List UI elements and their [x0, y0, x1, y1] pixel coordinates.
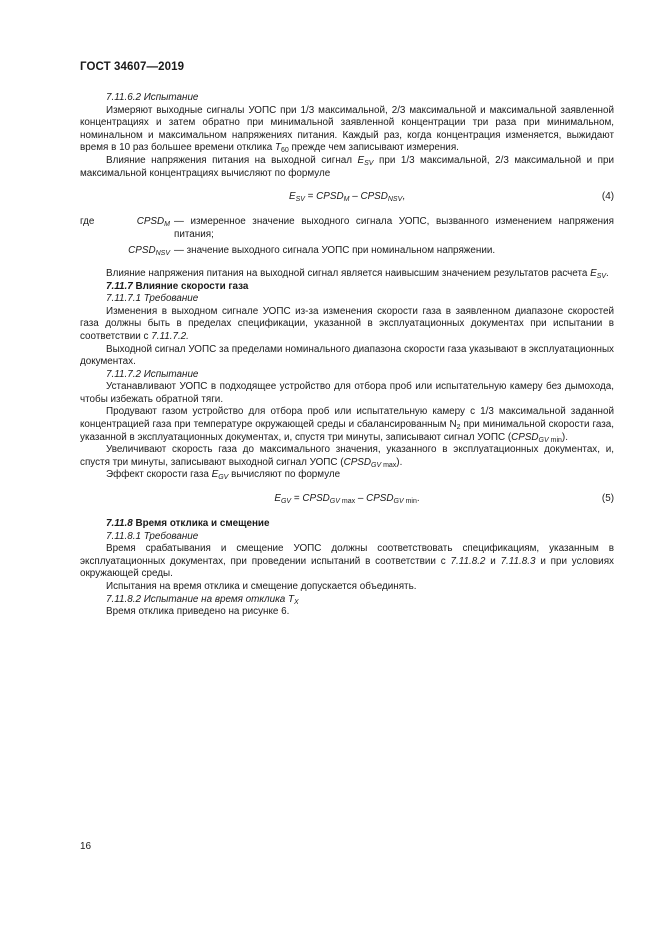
- paragraph: Влияние напряжения питания на выходной сигнал является наивысшим значением результатов расчета $E_{SV}$.: [106, 267, 609, 280]
- page-number: 16: [80, 841, 92, 852]
- paragraph: Увеличивают скорость газа до максимального значения, указанного в эксплуатационных документах, и, спустя три минуты, записывают выходной сигнал УОПС $(CPSD_{GV max})$.: [80, 444, 614, 469]
- formula-4: [80, 191, 614, 204]
- paragraph: Испытания на время отклика и смещение допускается объединять.: [106, 581, 417, 592]
- paragraph: Время отклика приведено на рисунке 6.: [106, 606, 290, 618]
- formula-expression: $E_{GV}$ = $CPSD_{GV max}$ – $CPSD_{GV min}$.: [274, 493, 420, 506]
- where-item: где $CPSD_M$ — измеренное значение выходного сигнала УОПС, вызванного изменением напряжения питания;: [80, 216, 614, 240]
- paragraph: Эффект скорости газа $E_{GV}$ вычисляют по формуле: [106, 469, 341, 482]
- section-heading-7-11-8: 7.11.8 Время отклика и смещение: [106, 518, 270, 530]
- section-heading-7-11-6-2: 7.11.6.2 Испытание: [106, 92, 199, 103]
- where-item: $CPSD_{NSV}$ — значение выходного сигнала УОПС при номинальном напряжении.: [128, 245, 496, 258]
- paragraph: Измеряют выходные сигналы УОПС при 1/3 максимальной, 2/3 максимальной и максимальной заявленной концентрациях и затем обратно при минимальной заявленной концентрации три раза при минимальном, номинальном и максимальном напряжениях питания. Каждый раз, когда концентрация изменяется, выжидают время в 10 раз большее времени отклика $T_{60}$ прежде чем записывают измерения.: [80, 104, 614, 155]
- paragraph: Изменения в выходном сигнале УОПС из-за изменения скорости газа в заявленном диапазоне скоростей газа должны быть в пределах спецификации, указанной в эксплуатационных документах при испытании в соответствии с 7.11.7.2.: [80, 305, 614, 342]
- section-heading-7-11-7: 7.11.7 Влияние скорости газа: [106, 280, 249, 292]
- where-list: [80, 216, 614, 258]
- paragraph: Устанавливают УОПС в подходящее устройство для отбора проб или испытательную камеру без дымохода, чтобы избежать обратной тяги.: [80, 381, 614, 405]
- section-heading-7-11-7-1: 7.11.7.1 Требование: [106, 293, 199, 305]
- paragraph: Выходной сигнал УОПС за пределами номинального диапазона скорости газа указывают в эксплуатационных документах.: [80, 343, 614, 368]
- formula-number: (4): [601, 191, 614, 203]
- section-heading-7-11-7-2: 7.11.7.2 Испытание: [106, 368, 199, 380]
- paragraph: Влияние напряжения питания на выходной сигнал $E_{SV}$ при 1/3 максимальной, 2/3 максимальной и при максимальной концентрациях вычисляют по формуле: [80, 154, 614, 179]
- paragraph: Время срабатывания и смещение УОПС должны соответствовать спецификациям, указанным в эксплуатационных документах, при проведении испытаний в соответствии с 7.11.8.2 и 7.11.8.3 и при условиях окружающей среды.: [80, 543, 614, 580]
- formula-5: [80, 493, 614, 506]
- section-heading-7-11-8-2: 7.11.8.2 Испытание на время отклика $T_X$: [106, 593, 299, 606]
- paragraph: Продувают газом устройство для отбора проб или испытательную камеру с 1/3 максимальной заданной концентрацией газа при температуре окружающей среды и сбалансированным $N_2$ при минимальной скорости газа, указанной в эксплуатационных документах, и, спустя три минуты, записывают сигнал УОПС $(CPSD_{GV min})$.: [80, 406, 614, 444]
- page-header: ГОСТ 34607—2019: [80, 61, 185, 73]
- section-heading-7-11-8-1: 7.11.8.1 Требование: [106, 530, 199, 542]
- formula-expression: $E_{SV}$ = $CPSD_M$ – $CPSD_{NSV}$,: [288, 191, 406, 204]
- page-content: [80, 92, 614, 619]
- formula-number: (5): [601, 493, 614, 505]
